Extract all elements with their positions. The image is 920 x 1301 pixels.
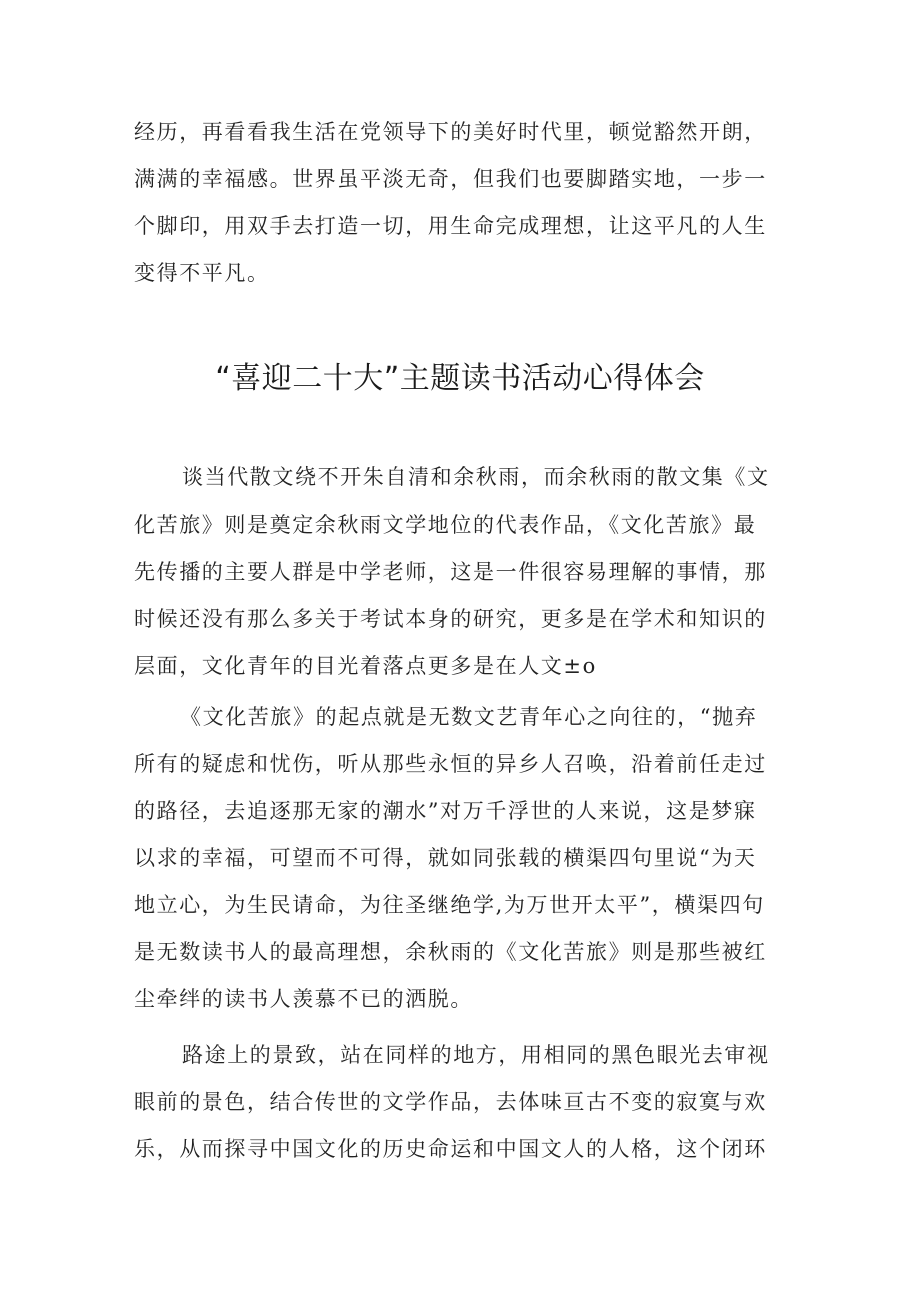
paragraph-line: 《文化苦旅》的起点就是无数文艺青年心之向往的，“抛弃 xyxy=(180,705,758,729)
intro-line: 满满的幸福感。世界虽平淡无奇，但我们也要脚踏实地，一步一 xyxy=(134,167,767,191)
paragraph-line: 时候还没有那么多关于考试本身的研究，更多是在学术和知识的 xyxy=(134,607,767,631)
paragraph-line: 所有的疑虑和忧伤，听从那些永恒的异乡人召唤，沿着前任走过 xyxy=(134,752,767,776)
paragraph-line: 层面，文化青年的目光着落点更多是在人文±o xyxy=(134,654,597,678)
paragraph-line: 以求的幸福，可望而不可得，就如同张载的横渠四句里说“为天 xyxy=(134,846,757,870)
paragraph-line: 眼前的景色，结合传世的文学作品，去体味亘古不变的寂寞与欢 xyxy=(134,1090,767,1114)
intro-line: 个脚印，用双手去打造一切，用生命完成理想，让这平凡的人生 xyxy=(134,214,767,238)
paragraph-line: 乐，从而探寻中国文化的历史命运和中国文人的人格，这个闭环 xyxy=(134,1137,767,1161)
intro-line: 变得不平凡。 xyxy=(134,261,270,285)
paragraph-line: 化苦旅》则是奠定余秋雨文学地位的代表作品，《文化苦旅》最 xyxy=(134,513,757,537)
paragraph-line: 尘牵绊的读书人羡慕不已的洒脱。 xyxy=(134,987,473,1011)
paragraph-line: 地立心，为生民请命，为往圣继绝学,为万世开太平”，横渠四句 xyxy=(134,893,765,917)
paragraph-line: 是无数读书人的最高理想，余秋雨的《文化苦旅》则是那些被红 xyxy=(134,940,767,964)
document-title: “喜迎二十大”主题读书活动心得体会 xyxy=(215,361,705,396)
intro-line: 经历，再看看我生活在党领导下的美好时代里，顿觉豁然开朗， xyxy=(134,120,767,144)
paragraph-line: 先传播的主要人群是中学老师，这是一件很容易理解的事情，那 xyxy=(134,560,767,584)
paragraph-line: 的路径，去追逐那无家的潮水”对万千浮世的人来说，这是梦寐 xyxy=(134,799,757,823)
paragraph-line: 路途上的景致，站在同样的地方，用相同的黑色眼光去审视 xyxy=(182,1043,770,1067)
paragraph-line: 谈当代散文绕不开朱自清和余秋雨，而余秋雨的散文集《文 xyxy=(182,465,770,489)
